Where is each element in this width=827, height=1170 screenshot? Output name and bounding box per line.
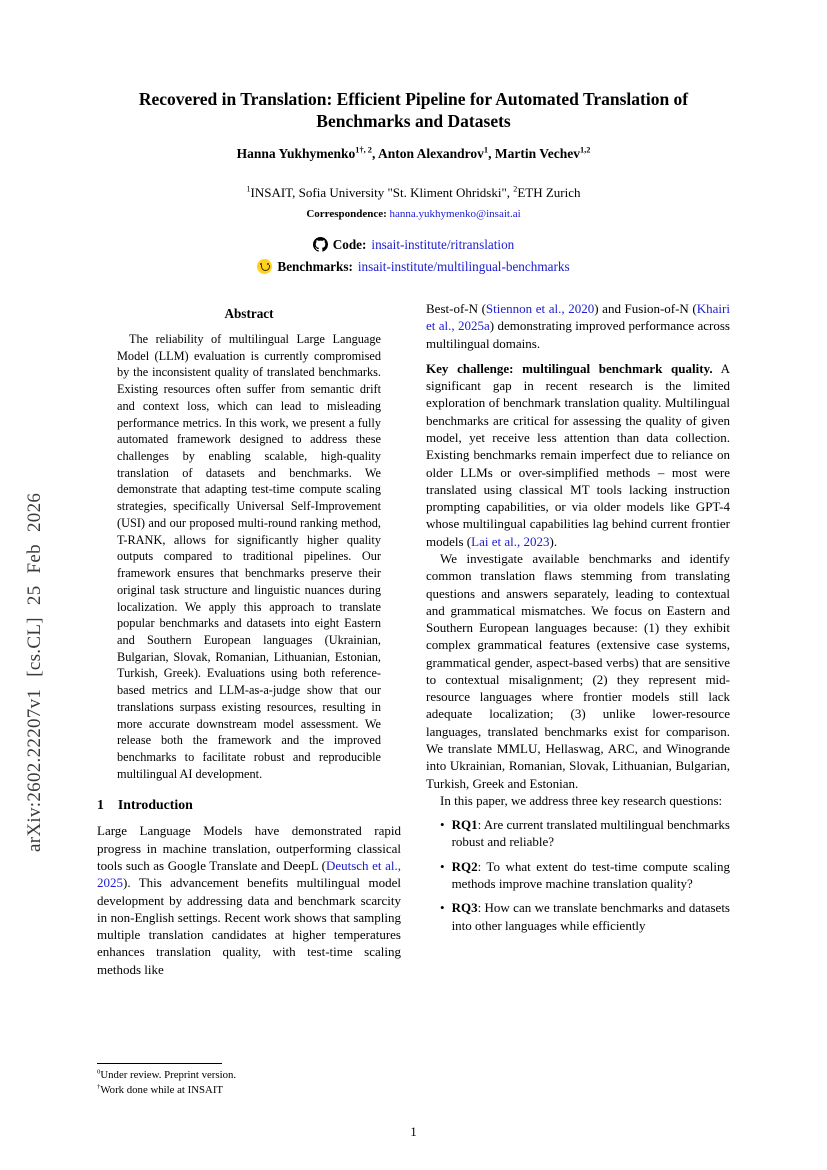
author-name: Martin Vechev: [494, 145, 580, 161]
authors-line: [97, 146, 730, 162]
author-superscript: 1,2: [579, 145, 591, 155]
footnote-marker: †: [97, 1082, 101, 1090]
correspondence-line: [97, 208, 730, 220]
section-1-heading: [97, 797, 401, 813]
bullet-marker: •: [440, 817, 445, 833]
author-separator: ,: [371, 145, 378, 161]
section-number: 1: [97, 797, 104, 813]
text-run: ) and Fusion-of-N (: [594, 301, 697, 316]
affiliation-text: INSAIT, Sofia University "St. Kliment Ohridski",: [250, 184, 514, 200]
footnote-text: Under review. Preprint version.: [100, 1069, 237, 1081]
footnotes: [97, 1063, 401, 1097]
bold-run: RQ1: [451, 817, 478, 833]
text-run: : Are current translated multilingual benchmarks robust and reliable?: [451, 817, 730, 850]
right-column: [426, 300, 730, 934]
paragraph: [426, 792, 730, 809]
research-question-item: [426, 816, 730, 851]
affiliations-line: [97, 185, 730, 201]
paragraph: [426, 550, 730, 792]
footnote-text: Work done while at INSAIT: [100, 1083, 224, 1096]
benchmarks-line: [97, 259, 730, 275]
citation-link[interactable]: Lai et al., 2023: [471, 533, 550, 549]
author-name: Hanna Yukhymenko: [236, 145, 356, 161]
paper-title: Recovered in Translation: Efficient Pipeline for Automated Translation of Benchmarks and Datasets: [138, 89, 689, 132]
text-run: : To what extent do test-time compute scaling methods improve machine translation quality?: [451, 858, 730, 891]
code-label: Code:: [332, 236, 367, 252]
text-run: A significant gap in recent research is the limited exploration of benchmark translation quality. Multilingual benchmarks are critical for assessing the quality of given model, yet receive less attention than data collection. Existing benchmarks remain imperfect due to reliance on older LLMs or over-simplified methods – most were translated using classical MT tools lacking instruction prompting capabilities, or via older models like GPT-4 whose multilingual capabilities lag behind current frontier models (: [426, 360, 731, 549]
author: [495, 146, 591, 161]
text-run: In this paper, we address three key research questions:: [440, 792, 723, 808]
author-superscript: 1†, 2: [355, 145, 372, 155]
research-question-item: [426, 858, 730, 893]
bullet-text: [452, 858, 730, 893]
bullet-text: [452, 899, 730, 934]
arxiv-watermark: arXiv:2602.22207v1 [cs.CL] 25 Feb 2026: [24, 492, 45, 852]
bullet-text: [452, 816, 730, 851]
author: [237, 146, 378, 161]
citation-link[interactable]: Deutsch et al., 2025: [97, 857, 401, 891]
author-separator: ,: [488, 145, 495, 161]
code-repo-link[interactable]: insait-institute/ritranslation: [371, 236, 515, 252]
correspondence-email-link[interactable]: hanna.yukhymenko@insait.ai: [389, 207, 521, 220]
text-run: ). This advancement benefits multilingual model development by addressing data and benchmark scarcity in non-English settings. Recent work shows that sampling multiple translation candidates at higher temperatures enhances translation quality, with test-time scaling methods like: [97, 875, 401, 977]
footnote-marker: 0: [97, 1068, 101, 1076]
text-run: : How can we translate benchmarks and datasets into other languages while efficiently: [451, 900, 730, 933]
bullet-marker: •: [440, 900, 445, 916]
text-run: ).: [549, 533, 558, 549]
author: [378, 146, 495, 161]
code-line: [97, 237, 730, 253]
benchmarks-repo-link[interactable]: insait-institute/multilingual-benchmarks: [357, 258, 570, 274]
page-number: 1: [410, 1124, 417, 1139]
hugging-face-icon: [257, 259, 272, 274]
affiliation-superscript: 2: [513, 184, 518, 194]
bold-run: RQ3: [451, 900, 478, 916]
abstract-heading: Abstract: [224, 306, 274, 321]
abstract-text: The reliability of multilingual Large Language Model (LLM) evaluation is currently compromised by the inconsistent quality of translated benchmarks. Existing resources often suffer from semantic drift and context loss, which can lead to misleading performance metrics. In this work, we present a fully automated framework designed to address these challenges by enabling scalable, high-quality translation of datasets and benchmarks. We demonstrate that adapting test-time compute scaling strategies, specifically Universal Self-Improvement (USI) and our proposed multi-round ranking method, T-RANK, allows for significantly higher quality outputs compared to traditional pipelines. Our framework ensures that benchmarks preserve their original task structure and linguistic nuances during localization. We apply this approach to translate popular benchmarks and datasets into eight Eastern and Southern European languages (Ukrainian, Bulgarian, Slovak, Romanian, Lithuanian, Estonian, Turkish, Greek). Evaluations using both reference-based metrics and LLM-as-a-judge show that our translations surpass existing resources, resulting in more accurate downstream model assessment. We release both the framework and the improved benchmarks to facilitate robust and reproducible multilingual AI development.: [117, 332, 381, 781]
benchmarks-label: Benchmarks:: [277, 258, 353, 274]
github-icon: [313, 237, 328, 252]
correspondence-label: Correspondence:: [306, 207, 387, 220]
citation-link[interactable]: Khairi et al., 2025a: [426, 301, 730, 334]
footnote: [97, 1068, 401, 1083]
author-name: Anton Alexandrov: [378, 145, 484, 161]
intro-paragraph: [97, 822, 401, 978]
citation-link[interactable]: Stiennon et al., 2020: [485, 301, 595, 316]
paper-header: [97, 88, 730, 281]
affiliation-text: ETH Zurich: [517, 184, 581, 200]
text-run: We investigate available benchmarks and identify common translation flaws stemming from translating questions and answers separately, leading to contextual and grammatical mismatches. We focus on Eastern and Southern European languages because: (1) they exhibit complex grammatical features (extensive case systems, grammatical gender, aspect-based verbs) that are sensitive to contextual misalignment; (2) they represent mid-resource languages where frontier models still lack adequate localization; (3) unlike lower-resource languages, translated benchmarks exist for comparison. We translate MMLU, Hellaswag, ARC, and Winogrande into Ukrainian, Romanian, Slovak, Lithuanian, Bulgarian, Turkish, Greek and Estonian.: [426, 550, 730, 791]
bold-run: RQ2: [451, 858, 478, 874]
bullet-marker: •: [440, 858, 445, 874]
research-question-item: [426, 899, 730, 934]
author-superscript: 1: [483, 145, 489, 155]
text-run: Best-of-N (: [426, 301, 486, 316]
footnote: [97, 1083, 401, 1098]
key-challenge-paragraph: [426, 360, 730, 550]
text-run: Large Language Models have demonstrated rapid progress in machine translation, outperforming classical tools such as Google Translate and DeepL (: [97, 823, 401, 873]
paragraph-continuation: [426, 300, 730, 352]
section-title: Introduction: [117, 797, 193, 813]
bold-run: Key challenge: multilingual benchmark quality.: [426, 360, 713, 376]
affiliation-superscript: 1: [246, 184, 251, 194]
text-run: ) demonstrating improved performance across multilingual domains.: [426, 318, 730, 351]
left-column: [97, 300, 401, 978]
footnote-rule: [97, 1063, 222, 1064]
